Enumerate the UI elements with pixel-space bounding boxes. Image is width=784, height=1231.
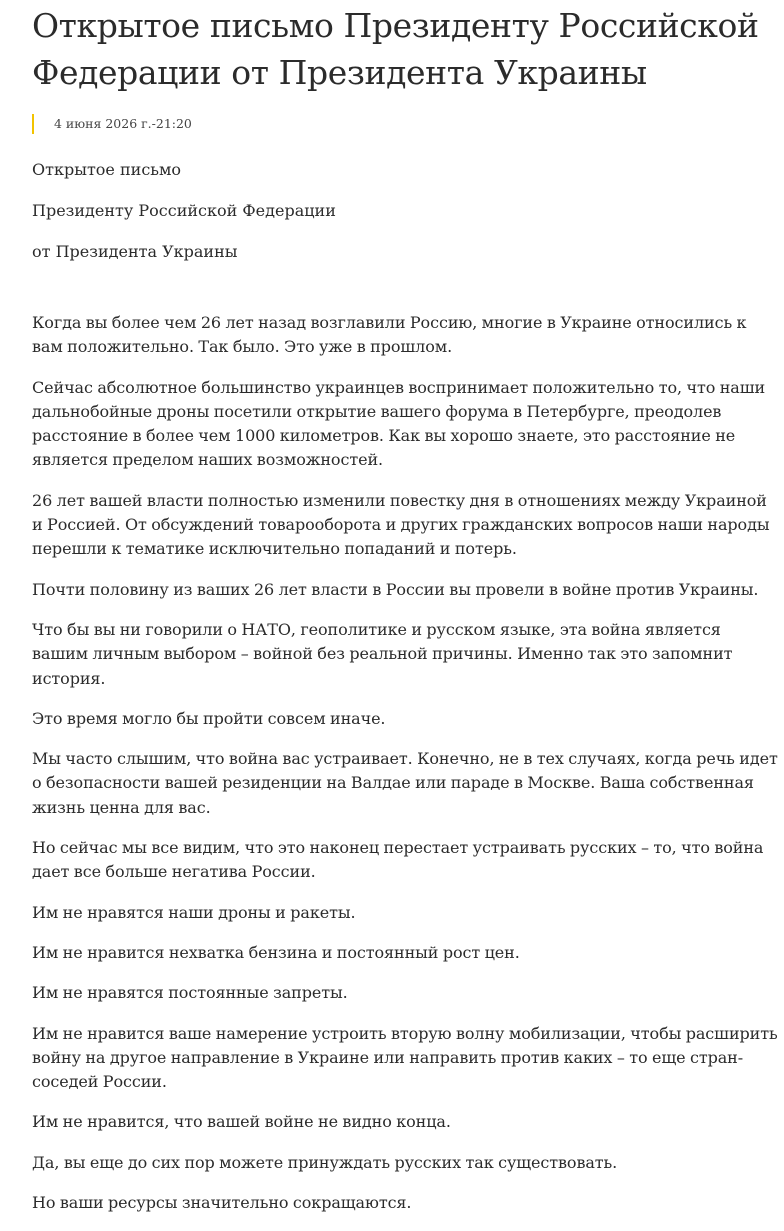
body-paragraph: Когда вы более чем 26 лет назад возглавили Россию, многие в Украине относились к вам положительно. Так было. Это уже в прошлом.	[32, 313, 747, 357]
body-paragraph: 26 лет вашей власти полностью изменили повестку дня в отношениях между Украиной и Россией. От обсуждений товарооборота и других гражданских вопросов наши народы перешли к тематике исключительно попаданий и потерь.	[32, 490, 770, 559]
body-paragraph: Им не нравятся постоянные запреты.	[32, 983, 348, 1003]
letter-addressee	[32, 158, 780, 264]
body-paragraph: Почти половину из ваших 26 лет власти в России вы провели в войне против Украины.	[32, 579, 759, 599]
article-title: Открытое письмо Президенту Российской Федерации от Президента Украины	[32, 6, 759, 92]
body-paragraph: Что бы вы ни говорили о НАТО, геополитике и русском языке, эта война является вашим личным выбором – войной без реальной причины. Именно так это запомнит история.	[32, 619, 733, 688]
body-paragraph: Им не нравятся наши дроны и ракеты.	[32, 902, 356, 922]
body-paragraph: Им не нравится, что вашей войне не видно конца.	[32, 1112, 451, 1132]
article-body	[32, 311, 780, 1215]
body-paragraph: Да, вы еще до сих пор можете принуждать русских так существовать.	[32, 1152, 618, 1172]
body-paragraph: Мы часто слышим, что война вас устраивает. Конечно, не в тех случаях, когда речь идет о безопасности вашей резиденции на Валдае или параде в Москве. Ваша собственная жизнь ценна для вас.	[32, 749, 778, 817]
date-accent-bar	[32, 114, 34, 134]
body-paragraph: Им не нравится ваше намерение устроить вторую волну мобилизации, чтобы расширить войну на другое направление в Украине или направить против каких – то еще стран-соседей России.	[32, 1023, 778, 1092]
addressee-line: от Президента Украины	[32, 242, 238, 261]
body-paragraph: Но сейчас мы все видим, что это наконец перестает устраивать русских – то, что война дает все больше негатива России.	[32, 838, 764, 882]
addressee-line: Президенту Российской Федерации	[32, 201, 336, 220]
body-paragraph: Это время могло бы пройти совсем иначе.	[32, 708, 386, 728]
article-meta	[32, 114, 780, 134]
article	[32, 0, 780, 1231]
publication-date: 4 июня 2026 г.-21:20	[54, 116, 192, 131]
body-paragraph: Но ваши ресурсы значительно сокращаются.	[32, 1193, 412, 1213]
body-paragraph: Сейчас абсолютное большинство украинцев воспринимает положительно то, что наши дальнобойные дроны посетили открытие вашего форума в Петербурге, преодолев расстояние в более чем 1000 километров. Как вы хорошо знаете, это расстояние не является пределом наших возможностей.	[32, 377, 766, 470]
addressee-line: Открытое письмо	[32, 160, 182, 179]
body-paragraph: Им не нравится нехватка бензина и постоянный рост цен.	[32, 942, 520, 962]
